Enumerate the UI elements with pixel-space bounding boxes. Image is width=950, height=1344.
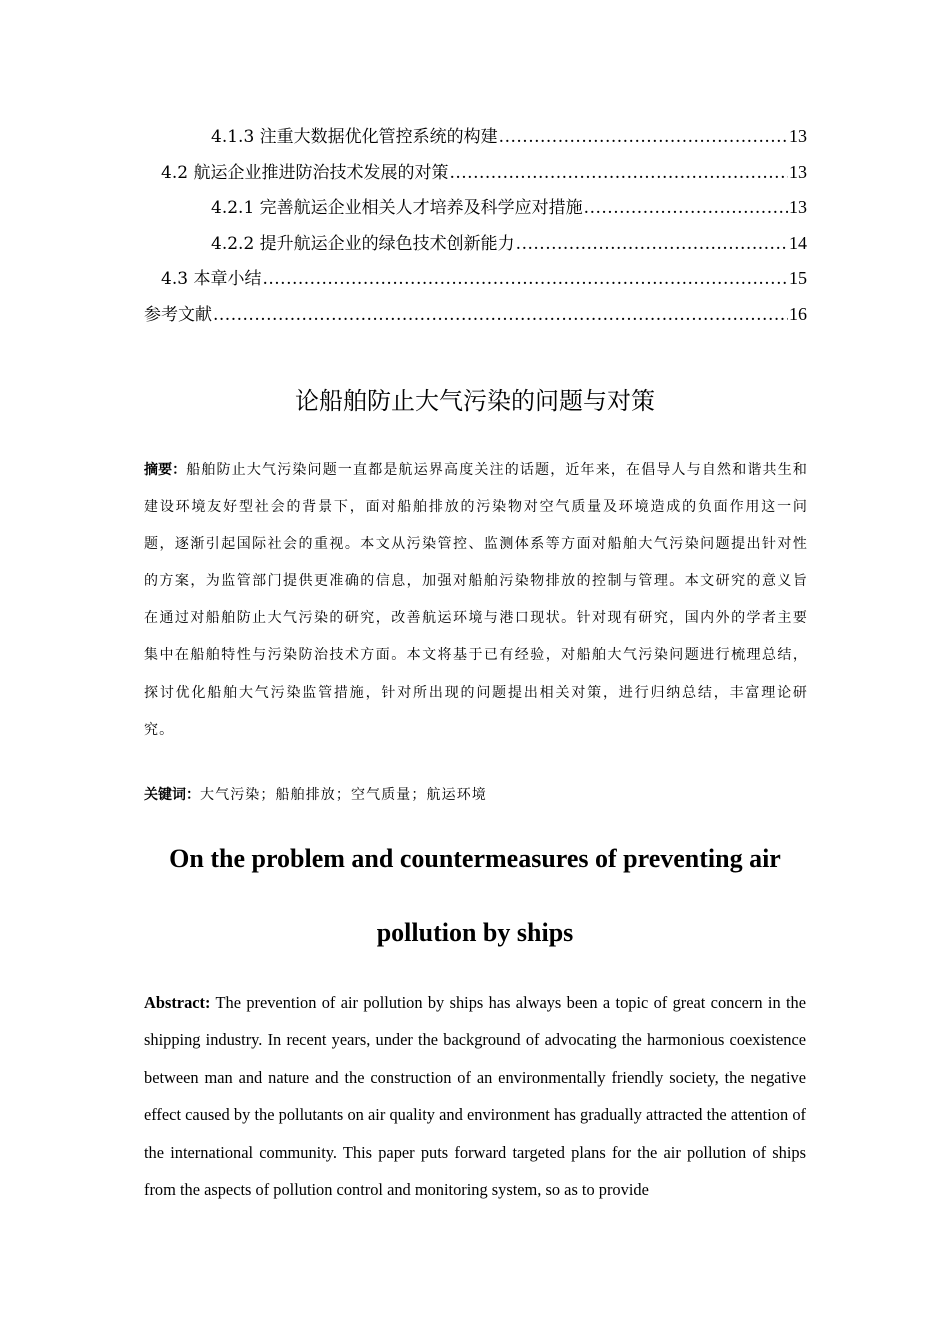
chinese-keywords (144, 784, 808, 804)
chinese-abstract-label: 摘要： (144, 462, 187, 478)
toc-entry-page: 15 (789, 268, 807, 289)
chinese-title: 论船舶防止大气污染的问题与对策 (295, 387, 655, 415)
toc-entry-page: 13 (789, 161, 807, 182)
toc-entry-title: 4.3 本章小结 (161, 269, 262, 290)
toc-leader-dots (213, 305, 788, 325)
toc-leader-dots (499, 127, 788, 147)
toc-entry[interactable] (144, 158, 807, 194)
toc-entry-title: 4.1.3 注重大数据优化管控系统的构建 (211, 127, 498, 147)
toc-entry-page: 14 (789, 232, 807, 253)
toc-entry-title: 4.2.1 完善航运企业相关人才培养及科学应对措施 (211, 198, 583, 219)
english-title-line-1: On the problem and countermeasures of preventing air (169, 844, 781, 873)
toc-entry-title: 参考文献 (144, 304, 212, 325)
toc-leader-dots (449, 163, 788, 183)
toc-entry[interactable] (144, 193, 807, 229)
english-title (144, 822, 806, 970)
toc-entry-title: 4.2 航运企业推进防治技术发展的对策 (161, 162, 449, 183)
english-abstract (144, 984, 806, 1208)
toc-entry-title: 4.2.2 提升航运企业的绿色技术创新能力 (211, 233, 515, 254)
toc-entry[interactable] (144, 300, 807, 336)
toc-entry[interactable] (144, 229, 807, 265)
english-title-line-2: pollution by ships (376, 918, 574, 947)
toc-entry[interactable] (144, 264, 807, 300)
toc-entry-page: 16 (789, 303, 807, 324)
english-abstract-label: Abstract: (144, 993, 211, 1012)
toc-entry-page: 13 (789, 197, 807, 218)
english-abstract-text: The prevention of air pollution by ships has always been a topic of great concern in the shipping industry. In recent years, under the background of advocating the harmonious coexistence between man and nature and the construction of an environmentally friendly society, the negative effect caused by the pollutants on air quality and environment has gradually attracted the attention of the international community. This paper puts forward targeted plans for the air pollution of ships from the aspects of pollution control and monitoring system, so as to provide (144, 993, 806, 1200)
toc-leader-dots (516, 234, 788, 254)
toc-entry[interactable] (144, 122, 807, 158)
toc-leader-dots (262, 269, 788, 289)
table-of-contents (144, 122, 807, 336)
chinese-keywords-label: 关键词： (144, 787, 200, 803)
chinese-abstract-text: 船舶防止大气污染问题一直都是航运界高度关注的话题，近年来，在倡导人与自然和谐共生和建设环境友好型社会的背景下，面对船舶排放的污染物对空气质量及环境造成的负面作用这一问题，逐渐引起国际社会的重视。本文从污染管控、监测体系等方面对船舶大气污染问题提出针对性的方案，为监管部门提供更准确的信息，加强对船舶污染物排放的控制与管理。本文研究的意义旨在通过对船舶防止大气污染的研究，改善航运环境与港口现状。针对现有研究，国内外的学者主要集中在船舶特性与污染防治技术方面。本文将基于已有经验，对船舶大气污染问题进行梳理总结，探讨优化船舶大气污染监管措施，针对所出现的问题提出相关对策，进行归纳总结，丰富理论研究。 (144, 462, 808, 738)
chinese-keywords-text: 大气污染；船舶排放；空气质量；航运环境 (200, 787, 487, 803)
toc-entry-page: 13 (789, 126, 807, 146)
toc-leader-dots (584, 198, 788, 218)
chinese-abstract (144, 452, 808, 749)
